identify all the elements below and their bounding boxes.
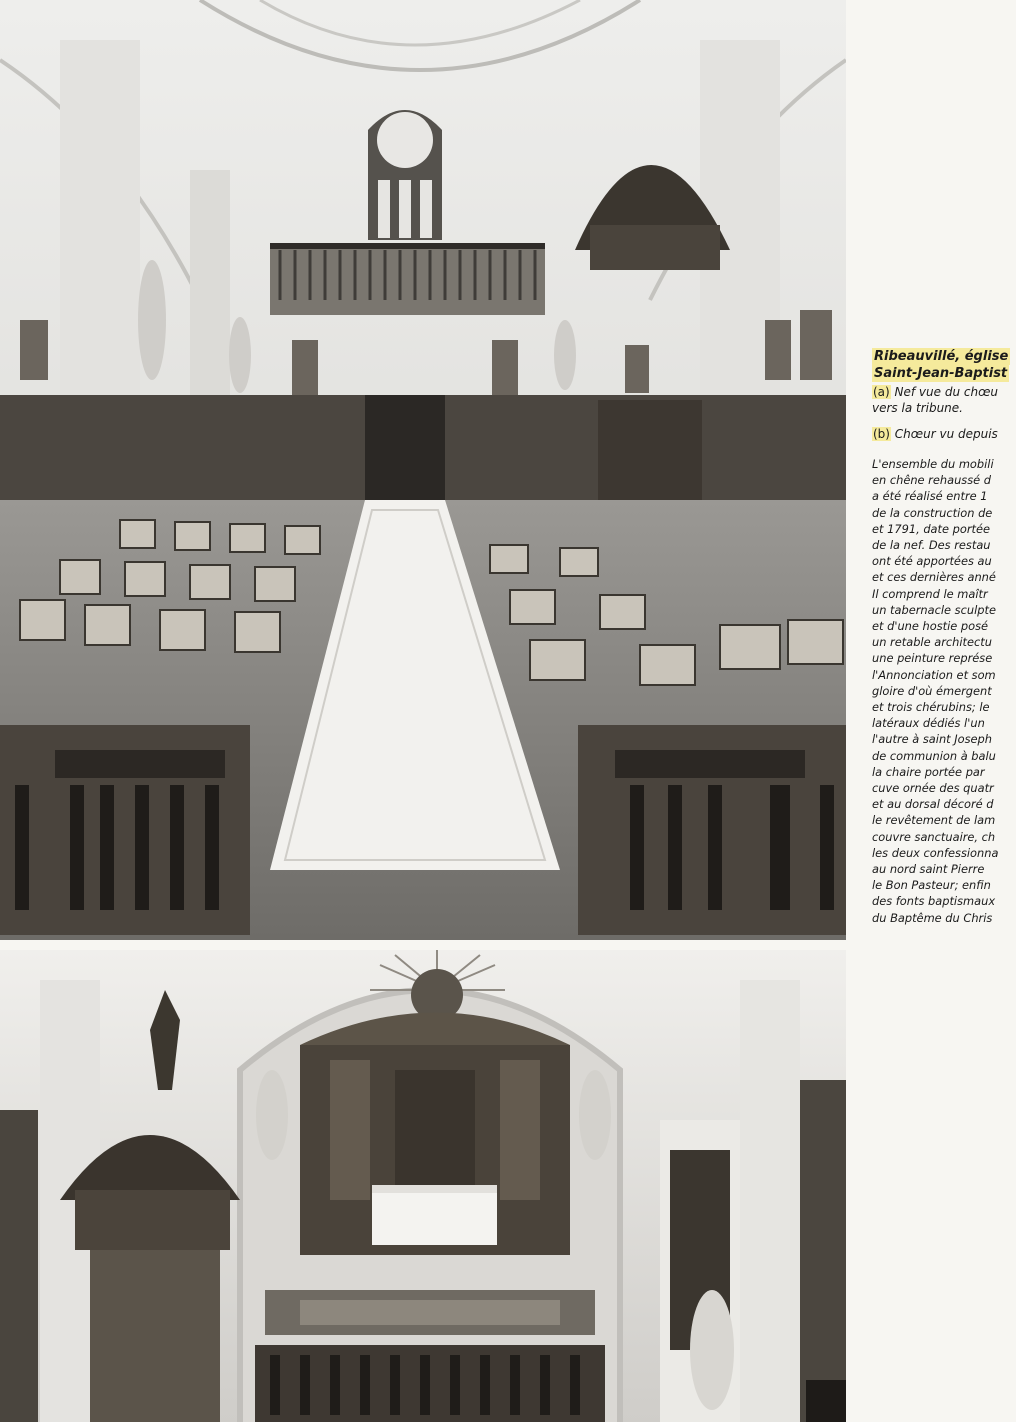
legend-a: [872, 384, 1016, 416]
body-line: latéraux dédiés l'un: [872, 716, 985, 731]
body-line: de la nef. Des restau: [872, 538, 991, 553]
body-line: l'autre à saint Joseph: [872, 732, 992, 747]
choir-photo: [0, 950, 846, 1422]
body-line: le revêtement de lam: [872, 813, 996, 828]
choir-photo-drawing: [0, 950, 846, 1422]
body-line: de la construction de: [872, 505, 993, 520]
caption-title-line-1: Ribeauvillé, église: [874, 349, 1009, 364]
body-line: ont été apportées au: [872, 554, 992, 569]
legend-b-line-1: Chœur vu depuis: [890, 427, 998, 441]
body-line: un tabernacle sculpte: [872, 602, 996, 617]
body-line: et 1791, date portée: [872, 521, 990, 536]
body-line: la chaire portée par: [872, 764, 985, 779]
body-line: Il comprend le maîtr: [872, 586, 988, 601]
body-line: et trois chérubins; le: [872, 700, 990, 715]
body-line: a été réalisé entre 1: [872, 489, 988, 504]
body-line: un retable architectu: [872, 635, 992, 650]
legend-b: [872, 426, 1016, 442]
body-line: gloire d'où émergent: [872, 683, 992, 698]
caption-title: [872, 348, 1016, 382]
body-line: des fonts baptismaux: [872, 894, 996, 909]
caption-title-line-2: Saint-Jean-Baptist: [874, 366, 1008, 381]
legend-a-line-1: Nef vue du chœu: [890, 385, 999, 399]
body-line: de communion à balu: [872, 748, 996, 763]
body-line: et au dorsal décoré d: [872, 797, 994, 812]
body-line: du Baptême du Chris: [872, 910, 993, 925]
legend-b-tag: (b): [873, 427, 890, 441]
body-line: et ces dernières anné: [872, 570, 996, 585]
caption-body-text: [872, 456, 1016, 926]
body-line: L'ensemble du mobili: [872, 457, 994, 471]
body-line: l'Annonciation et som: [872, 667, 996, 682]
body-line: en chêne rehaussé d: [872, 473, 992, 488]
caption-column: [872, 348, 1016, 926]
body-line: le Bon Pasteur; enfin: [872, 878, 991, 893]
body-line: cuve ornée des quatr: [872, 781, 994, 796]
body-line: les deux confessionna: [872, 845, 999, 860]
body-line: une peinture représe: [872, 651, 993, 666]
body-line: couvre sanctuaire, ch: [872, 829, 996, 844]
legend-a-tag: (a): [873, 385, 890, 399]
body-line: et d'une hostie posé: [872, 619, 989, 634]
body-line: au nord saint Pierre: [872, 862, 985, 877]
legend-a-line-2: vers la tribune.: [872, 401, 963, 415]
